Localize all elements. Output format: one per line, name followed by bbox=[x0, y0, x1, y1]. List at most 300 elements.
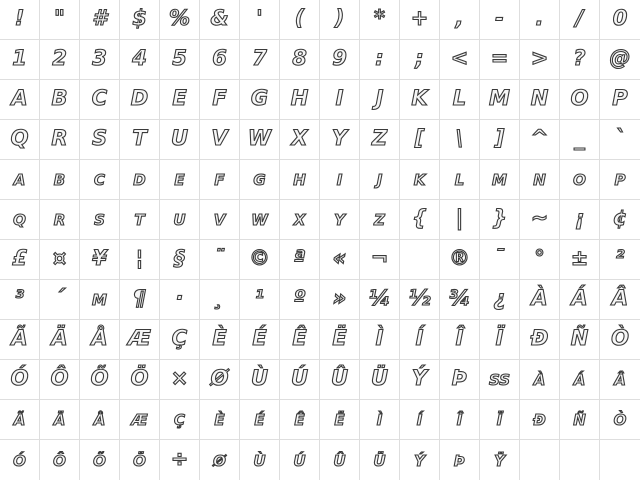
glyph: | bbox=[455, 206, 464, 230]
glyph-cell bbox=[280, 240, 320, 280]
glyph-cell bbox=[400, 80, 440, 120]
glyph-cell bbox=[560, 320, 600, 360]
glyph: º bbox=[293, 286, 306, 310]
glyph-cell bbox=[600, 320, 640, 360]
glyph-cell bbox=[400, 280, 440, 320]
glyph: ; bbox=[415, 46, 424, 70]
glyph: N bbox=[530, 86, 549, 110]
glyph-cell bbox=[360, 80, 400, 120]
glyph-cell bbox=[200, 240, 240, 280]
glyph-cell bbox=[200, 80, 240, 120]
glyph: ¡ bbox=[574, 206, 585, 230]
glyph: { bbox=[412, 206, 427, 230]
glyph-cell bbox=[280, 320, 320, 360]
glyph-cell bbox=[360, 320, 400, 360]
glyph: § bbox=[174, 246, 185, 270]
glyph: F bbox=[212, 86, 227, 110]
glyph: - bbox=[495, 6, 504, 30]
glyph: : bbox=[375, 46, 384, 70]
glyph: 0 bbox=[612, 6, 628, 30]
glyph-cell bbox=[560, 40, 600, 80]
glyph-cell bbox=[520, 440, 560, 480]
glyph: y bbox=[334, 206, 345, 230]
glyph: Î bbox=[455, 326, 464, 350]
glyph: . bbox=[535, 6, 544, 30]
glyph-cell bbox=[320, 0, 360, 40]
glyph: } bbox=[492, 206, 507, 230]
glyph-cell bbox=[320, 200, 360, 240]
glyph-cell bbox=[320, 400, 360, 440]
glyph-cell bbox=[40, 160, 80, 200]
glyph-cell bbox=[440, 400, 480, 440]
glyph-cell bbox=[520, 80, 560, 120]
glyph: ± bbox=[570, 246, 589, 270]
glyph-cell bbox=[440, 120, 480, 160]
glyph: u bbox=[173, 206, 186, 230]
glyph-cell bbox=[120, 400, 160, 440]
glyph: ¨ bbox=[214, 246, 225, 270]
glyph-cell bbox=[0, 240, 40, 280]
glyph: Ç bbox=[171, 326, 188, 350]
glyph-cell bbox=[360, 200, 400, 240]
glyph-cell bbox=[360, 280, 400, 320]
glyph-cell bbox=[560, 360, 600, 400]
glyph: 8 bbox=[292, 46, 307, 70]
glyph-cell bbox=[480, 360, 520, 400]
glyph: O bbox=[570, 86, 589, 110]
glyph-cell bbox=[280, 80, 320, 120]
glyph: j bbox=[376, 166, 383, 190]
glyph: · bbox=[175, 286, 184, 310]
glyph: é bbox=[254, 406, 265, 430]
glyph: å bbox=[93, 406, 106, 430]
glyph-cell bbox=[40, 280, 80, 320]
glyph: s bbox=[94, 206, 105, 230]
glyph: @ bbox=[609, 46, 631, 70]
glyph: à bbox=[533, 366, 546, 390]
glyph: P bbox=[612, 86, 628, 110]
glyph-cell bbox=[520, 400, 560, 440]
glyph-cell bbox=[0, 320, 40, 360]
glyph-cell bbox=[480, 120, 520, 160]
glyph-cell bbox=[360, 40, 400, 80]
glyph-cell bbox=[120, 120, 160, 160]
glyph: Ã bbox=[11, 326, 28, 350]
glyph-cell bbox=[0, 40, 40, 80]
glyph: í bbox=[416, 406, 423, 430]
glyph: ' bbox=[256, 6, 263, 30]
glyph: e bbox=[174, 166, 185, 190]
glyph-cell bbox=[120, 280, 160, 320]
glyph: ¯ bbox=[494, 246, 505, 270]
glyph-cell bbox=[200, 200, 240, 240]
glyph-cell bbox=[320, 320, 360, 360]
glyph-cell bbox=[0, 440, 40, 480]
glyph: D bbox=[130, 86, 149, 110]
glyph-cell bbox=[400, 440, 440, 480]
glyph-cell bbox=[480, 440, 520, 480]
glyph-cell bbox=[520, 40, 560, 80]
glyph-cell bbox=[80, 360, 120, 400]
glyph-cell bbox=[0, 160, 40, 200]
glyph: % bbox=[168, 6, 191, 30]
glyph-cell bbox=[120, 160, 160, 200]
glyph-cell bbox=[120, 80, 160, 120]
glyph: o bbox=[573, 166, 586, 190]
glyph-cell bbox=[360, 400, 400, 440]
glyph-cell bbox=[400, 120, 440, 160]
glyph-cell bbox=[440, 80, 480, 120]
glyph: Â bbox=[611, 286, 629, 310]
glyph: v bbox=[213, 206, 226, 230]
glyph: R bbox=[51, 126, 68, 150]
glyph-cell bbox=[400, 160, 440, 200]
glyph-cell bbox=[600, 360, 640, 400]
glyph-cell bbox=[600, 0, 640, 40]
glyph: × bbox=[170, 366, 189, 390]
glyph-cell bbox=[600, 440, 640, 480]
glyph: Ê bbox=[292, 326, 307, 350]
glyph-cell bbox=[240, 160, 280, 200]
glyph: Ó bbox=[10, 366, 29, 390]
glyph: È bbox=[212, 326, 227, 350]
glyph: ß bbox=[488, 366, 511, 390]
glyph-cell bbox=[160, 240, 200, 280]
glyph-cell bbox=[360, 440, 400, 480]
glyph: d bbox=[133, 166, 146, 190]
glyph-cell bbox=[40, 320, 80, 360]
glyph-cell bbox=[480, 400, 520, 440]
glyph: Ä bbox=[51, 326, 68, 350]
glyph-cell bbox=[40, 0, 80, 40]
glyph-cell bbox=[520, 360, 560, 400]
glyph-cell bbox=[320, 440, 360, 480]
glyph-cell bbox=[280, 40, 320, 80]
glyph: a bbox=[13, 166, 26, 190]
glyph-cell bbox=[80, 40, 120, 80]
glyph-cell bbox=[560, 400, 600, 440]
glyph-cell bbox=[0, 80, 40, 120]
glyph-cell bbox=[240, 240, 280, 280]
glyph-cell bbox=[320, 40, 360, 80]
glyph: 7 bbox=[252, 46, 267, 70]
glyph: , bbox=[455, 6, 464, 30]
glyph: Ð bbox=[530, 326, 549, 350]
glyph-cell bbox=[80, 160, 120, 200]
glyph-cell bbox=[160, 120, 200, 160]
glyph: ÷ bbox=[170, 446, 189, 471]
glyph-cell bbox=[480, 320, 520, 360]
glyph: Í bbox=[415, 326, 424, 350]
glyph: Û bbox=[330, 366, 349, 390]
glyph-cell bbox=[600, 160, 640, 200]
glyph-cell bbox=[560, 80, 600, 120]
glyph: û bbox=[333, 446, 346, 471]
glyph: 9 bbox=[332, 46, 347, 70]
glyph-cell bbox=[600, 200, 640, 240]
glyph: B bbox=[51, 86, 68, 110]
glyph: c bbox=[93, 166, 105, 190]
glyph-cell bbox=[600, 40, 640, 80]
glyph-cell bbox=[400, 400, 440, 440]
glyph-cell bbox=[320, 120, 360, 160]
glyph-cell bbox=[200, 160, 240, 200]
glyph: 5 bbox=[172, 46, 187, 70]
glyph-cell bbox=[120, 240, 160, 280]
glyph: ç bbox=[173, 406, 185, 430]
glyph: ô bbox=[53, 446, 66, 471]
glyph-cell bbox=[40, 440, 80, 480]
glyph-cell bbox=[280, 360, 320, 400]
glyph: [ bbox=[414, 126, 425, 150]
glyph-cell bbox=[600, 80, 640, 120]
glyph-cell bbox=[480, 40, 520, 80]
glyph: ) bbox=[334, 6, 345, 30]
glyph: H bbox=[290, 86, 309, 110]
glyph: S bbox=[91, 126, 108, 150]
glyph: Æ bbox=[128, 326, 151, 350]
glyph: p bbox=[614, 166, 626, 190]
glyph-cell bbox=[560, 0, 600, 40]
glyph-cell bbox=[0, 120, 40, 160]
glyph: Å bbox=[91, 326, 108, 350]
glyph-cell bbox=[120, 320, 160, 360]
glyph-cell bbox=[440, 40, 480, 80]
glyph: À bbox=[531, 286, 548, 310]
glyph-cell bbox=[0, 0, 40, 40]
glyph: 1 bbox=[12, 46, 27, 70]
glyph: M bbox=[489, 86, 510, 110]
glyph: ¤ bbox=[52, 246, 67, 270]
glyph: ( bbox=[294, 6, 305, 30]
glyph: î bbox=[456, 406, 463, 430]
glyph: ¿ bbox=[493, 286, 506, 310]
glyph: ¸ bbox=[214, 286, 225, 310]
glyph-cell bbox=[240, 360, 280, 400]
glyph-cell bbox=[280, 200, 320, 240]
glyph: r bbox=[53, 206, 66, 230]
glyph-cell bbox=[160, 160, 200, 200]
glyph-cell bbox=[240, 200, 280, 240]
glyph-cell bbox=[560, 200, 600, 240]
glyph-cell bbox=[200, 0, 240, 40]
glyph-cell bbox=[480, 0, 520, 40]
glyph: 3 bbox=[92, 46, 107, 70]
glyph: = bbox=[490, 46, 509, 70]
glyph-cell bbox=[240, 320, 280, 360]
glyph-cell bbox=[120, 40, 160, 80]
glyph-cell bbox=[320, 80, 360, 120]
glyph: Ö bbox=[130, 366, 149, 390]
glyph-cell bbox=[360, 240, 400, 280]
glyph: ú bbox=[293, 446, 306, 471]
glyph: k bbox=[413, 166, 426, 190]
glyph: ! bbox=[14, 6, 25, 30]
glyph-cell bbox=[360, 160, 400, 200]
glyph-cell bbox=[440, 240, 480, 280]
glyph-cell bbox=[560, 440, 600, 480]
glyph: ñ bbox=[573, 406, 586, 430]
glyph: É bbox=[252, 326, 267, 350]
glyph-cell bbox=[0, 200, 40, 240]
glyph: ª bbox=[293, 246, 306, 270]
glyph-cell bbox=[320, 360, 360, 400]
glyph-cell bbox=[40, 40, 80, 80]
glyph: A bbox=[11, 86, 28, 110]
glyph: $ bbox=[132, 6, 147, 30]
glyph-cell bbox=[360, 120, 400, 160]
glyph-cell bbox=[80, 240, 120, 280]
glyph-cell bbox=[160, 440, 200, 480]
glyph-cell bbox=[440, 360, 480, 400]
glyph-cell bbox=[40, 360, 80, 400]
glyph-cell bbox=[480, 240, 520, 280]
glyph-cell bbox=[600, 280, 640, 320]
glyph-cell bbox=[160, 280, 200, 320]
glyph-cell bbox=[440, 160, 480, 200]
glyph: ¢ bbox=[612, 206, 628, 230]
glyph-cell bbox=[120, 200, 160, 240]
glyph-cell bbox=[200, 440, 240, 480]
glyph: I bbox=[335, 86, 344, 110]
glyph: © bbox=[249, 246, 270, 270]
glyph: Ï bbox=[495, 326, 504, 350]
glyph: * bbox=[374, 6, 385, 30]
glyph-cell bbox=[400, 40, 440, 80]
glyph-cell bbox=[560, 240, 600, 280]
glyph: õ bbox=[93, 446, 106, 471]
glyph: ¶ bbox=[132, 286, 147, 310]
glyph-cell bbox=[120, 0, 160, 40]
glyph-cell bbox=[520, 280, 560, 320]
glyph: ò bbox=[613, 406, 627, 430]
glyph: _ bbox=[574, 126, 585, 150]
glyph: ü bbox=[373, 446, 386, 471]
glyph: m bbox=[492, 166, 507, 190]
glyph-cell bbox=[80, 400, 120, 440]
glyph: t bbox=[134, 206, 145, 230]
glyph: ¥ bbox=[92, 246, 107, 270]
glyph: ¼ bbox=[368, 286, 391, 310]
glyph-cell bbox=[600, 400, 640, 440]
glyph-cell bbox=[160, 400, 200, 440]
glyph-cell bbox=[480, 200, 520, 240]
glyph: ý bbox=[414, 446, 425, 471]
glyph-cell bbox=[80, 80, 120, 120]
glyph-cell bbox=[40, 120, 80, 160]
glyph: Þ bbox=[451, 366, 468, 390]
glyph-cell bbox=[280, 400, 320, 440]
glyph-cell bbox=[240, 40, 280, 80]
glyph-cell bbox=[480, 280, 520, 320]
glyph: n bbox=[533, 166, 546, 190]
glyph-cell bbox=[360, 360, 400, 400]
glyph: X bbox=[291, 126, 308, 150]
glyph: ë bbox=[334, 406, 345, 430]
glyph-cell bbox=[480, 160, 520, 200]
glyph: ÿ bbox=[494, 446, 505, 471]
glyph: Á bbox=[571, 286, 588, 310]
glyph: & bbox=[210, 6, 229, 30]
glyph-cell bbox=[520, 0, 560, 40]
glyph: ø bbox=[213, 446, 226, 471]
glyph: ï bbox=[496, 406, 503, 430]
glyph-cell bbox=[80, 0, 120, 40]
glyph: / bbox=[575, 6, 584, 30]
glyph-cell bbox=[520, 120, 560, 160]
glyph: ] bbox=[494, 126, 505, 150]
glyph-cell bbox=[320, 240, 360, 280]
glyph-cell bbox=[560, 120, 600, 160]
glyph-cell bbox=[200, 400, 240, 440]
glyph: ¹ bbox=[254, 286, 265, 310]
glyph: E bbox=[172, 86, 187, 110]
glyph: ó bbox=[13, 446, 26, 471]
glyph-cell bbox=[160, 360, 200, 400]
glyph-cell bbox=[280, 160, 320, 200]
glyph-cell bbox=[280, 120, 320, 160]
glyph-cell bbox=[160, 0, 200, 40]
glyph-cell bbox=[400, 360, 440, 400]
glyph-cell bbox=[240, 80, 280, 120]
glyph: C bbox=[91, 86, 108, 110]
glyph: g bbox=[253, 166, 266, 190]
glyph: Õ bbox=[90, 366, 109, 390]
glyph: á bbox=[573, 366, 586, 390]
glyph: Ù bbox=[250, 366, 269, 390]
glyph-cell bbox=[520, 160, 560, 200]
glyph: » bbox=[332, 286, 347, 310]
glyph: w bbox=[251, 206, 268, 230]
glyph-cell bbox=[0, 280, 40, 320]
glyph: T bbox=[132, 126, 147, 150]
glyph: ² bbox=[615, 246, 625, 270]
glyph: ° bbox=[534, 246, 545, 270]
glyph: ³ bbox=[14, 286, 25, 310]
glyph: V bbox=[211, 126, 228, 150]
glyph: ð bbox=[533, 406, 546, 430]
glyph: ã bbox=[13, 406, 26, 430]
glyph-cell bbox=[80, 280, 120, 320]
glyph-cell bbox=[80, 200, 120, 240]
glyph: Ô bbox=[50, 366, 69, 390]
glyph: Ü bbox=[370, 366, 389, 390]
glyph: \ bbox=[455, 126, 464, 150]
glyph-cell bbox=[320, 160, 360, 200]
glyph-cell bbox=[200, 40, 240, 80]
glyph: ö bbox=[133, 446, 146, 471]
glyph-cell bbox=[80, 320, 120, 360]
glyph: ® bbox=[449, 246, 470, 270]
glyph: Ò bbox=[611, 326, 629, 350]
glyph: ^ bbox=[530, 126, 549, 150]
glyph: h bbox=[293, 166, 306, 190]
glyph-cell bbox=[240, 280, 280, 320]
glyph: Ø bbox=[210, 366, 229, 390]
glyph: 2 bbox=[52, 46, 67, 70]
glyph: « bbox=[332, 246, 347, 270]
glyph-cell bbox=[360, 0, 400, 40]
glyph: ¬ bbox=[370, 246, 389, 270]
glyph-cell bbox=[440, 0, 480, 40]
glyph-cell bbox=[160, 200, 200, 240]
glyph: Ú bbox=[290, 366, 309, 390]
glyph-cell bbox=[0, 400, 40, 440]
glyph-cell bbox=[440, 200, 480, 240]
glyph-cell bbox=[320, 280, 360, 320]
glyph-cell bbox=[280, 440, 320, 480]
glyph-cell bbox=[240, 0, 280, 40]
